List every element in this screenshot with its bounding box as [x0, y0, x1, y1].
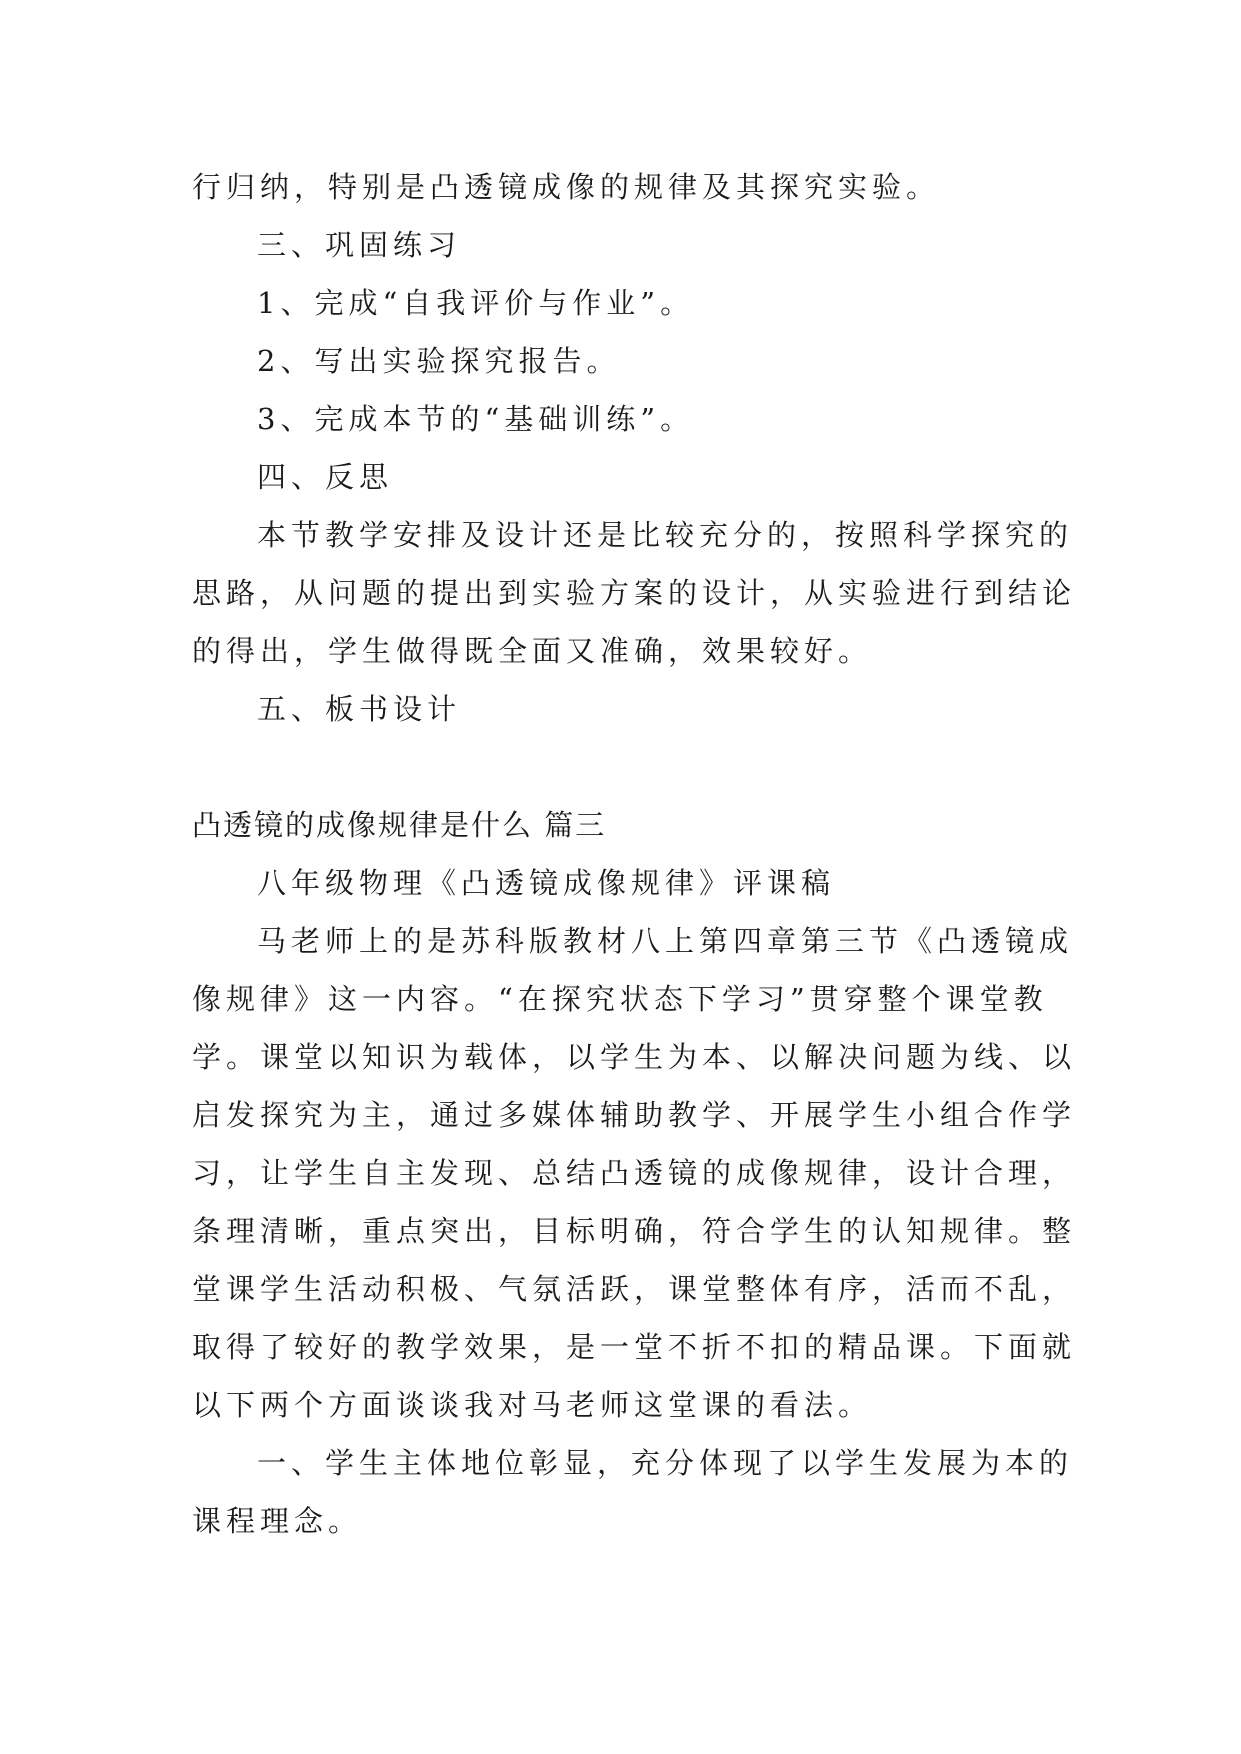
- paragraph-line: 课程理念。: [192, 1504, 363, 1538]
- paragraph-line: 本节教学安排及设计还是比较充分的，按照科学探究的: [257, 518, 1074, 552]
- paragraph-line: 条理清晰，重点突出，目标明确，符合学生的认知规律。整: [192, 1214, 1077, 1248]
- article-title: 凸透镜的成像规律是什么 篇三: [192, 808, 607, 842]
- paragraph-line: 学。课堂以知识为载体，以学生为本、以解决问题为线、以: [192, 1040, 1077, 1074]
- paragraph-line: 以下两个方面谈谈我对马老师这堂课的看法。: [192, 1388, 873, 1422]
- paragraph-line: 习，让学生自主发现、总结凸透镜的成像规律，设计合理，: [192, 1156, 1077, 1190]
- paragraph-line: 堂课学生活动积极、气氛活跃，课堂整体有序，活而不乱，: [192, 1272, 1077, 1306]
- paragraph-line: 取得了较好的教学效果，是一堂不折不扣的精品课。下面就: [192, 1330, 1077, 1364]
- section-heading-board-design: 五、板书设计: [257, 692, 462, 726]
- list-item: 3、完成本节的“基础训练”。: [257, 402, 695, 436]
- article-subtitle: 八年级物理《凸透镜成像规律》评课稿: [257, 866, 836, 900]
- list-item: 2、写出实验探究报告。: [257, 344, 621, 378]
- list-item: 1、完成“自我评价与作业”。: [257, 286, 695, 320]
- paragraph-line: 启发探究为主，通过多媒体辅助教学、开展学生小组合作学: [192, 1098, 1077, 1132]
- paragraph-line: 的得出，学生做得既全面又准确，效果较好。: [192, 634, 873, 668]
- paragraph-line: 一、学生主体地位彰显，充分体现了以学生发展为本的: [257, 1446, 1074, 1480]
- paragraph-line: 思路，从问题的提出到实验方案的设计，从实验进行到结论: [192, 576, 1077, 610]
- section-heading-reflection: 四、反思: [257, 460, 394, 494]
- paragraph-line: 行归纳，特别是凸透镜成像的规律及其探究实验。: [192, 170, 941, 204]
- section-heading-consolidation: 三、巩固练习: [257, 228, 462, 262]
- paragraph-line: 马老师上的是苏科版教材八上第四章第三节《凸透镜成: [257, 924, 1074, 958]
- paragraph-line: 像规律》这一内容。“在探究状态下学习”贯穿整个课堂教: [192, 982, 1048, 1016]
